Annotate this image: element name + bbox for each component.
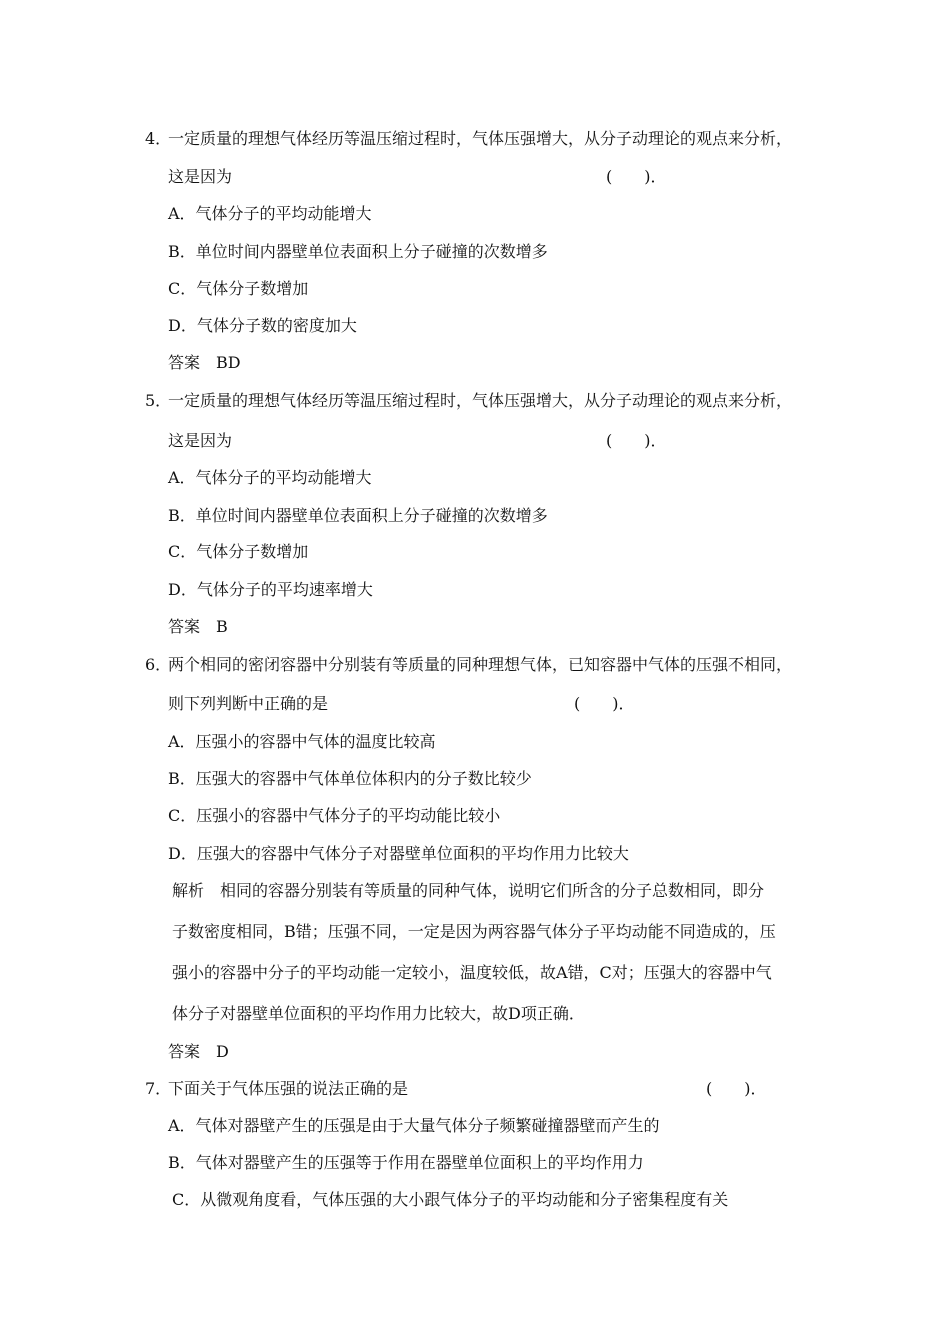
answer: 答案 D bbox=[168, 1042, 229, 1061]
question-number: 4． bbox=[145, 129, 172, 148]
answer-blank: ( )． bbox=[606, 167, 667, 186]
option-c: C．气体分子数增加 bbox=[168, 542, 309, 561]
option-a: A．压强小的容器中气体的温度比较高 bbox=[168, 732, 436, 751]
question-stem: 一定质量的理想气体经历等温压缩过程时，气体压强增大，从分子动理论的观点来分析， bbox=[168, 391, 793, 410]
question-number: 7． bbox=[145, 1079, 172, 1098]
option-a: A．气体分子的平均动能增大 bbox=[168, 204, 372, 223]
answer-blank: ( )． bbox=[706, 1079, 767, 1098]
option-c: C．气体分子数增加 bbox=[168, 279, 309, 298]
option-d: D．气体分子数的密度加大 bbox=[168, 316, 357, 335]
option-c: C．压强小的容器中气体分子的平均动能比较小 bbox=[168, 806, 501, 825]
option-b: B．气体对器壁产生的压强等于作用在器壁单位面积上的平均作用力 bbox=[168, 1153, 644, 1172]
question-stem: 一定质量的理想气体经历等温压缩过程时，气体压强增大，从分子动理论的观点来分析， bbox=[168, 129, 793, 148]
answer: 答案 B bbox=[168, 617, 228, 636]
analysis-line: 子数密度相同，B错；压强不同，一定是因为两容器气体分子平均动能不同造成的，压 bbox=[172, 922, 776, 941]
option-d: D．气体分子的平均速率增大 bbox=[168, 580, 373, 599]
option-a: A．气体分子的平均动能增大 bbox=[168, 468, 372, 487]
option-a: A．气体对器壁产生的压强是由于大量气体分子频繁碰撞器壁而产生的 bbox=[168, 1116, 660, 1135]
option-b: B．压强大的容器中气体单位体积内的分子数比较少 bbox=[168, 769, 532, 788]
option-b: B．单位时间内器壁单位表面积上分子碰撞的次数增多 bbox=[168, 506, 548, 525]
option-c: C．从微观角度看，气体压强的大小跟气体分子的平均动能和分子密集程度有关 bbox=[172, 1190, 729, 1209]
question-stem-cont: 这是因为 bbox=[168, 167, 233, 186]
option-b: B．单位时间内器壁单位表面积上分子碰撞的次数增多 bbox=[168, 242, 548, 261]
question-stem-cont: 这是因为 bbox=[168, 431, 233, 450]
answer-blank: ( )． bbox=[574, 694, 635, 713]
option-d: D．压强大的容器中气体分子对器壁单位面积的平均作用力比较大 bbox=[168, 844, 629, 863]
question-stem: 两个相同的密闭容器中分别装有等质量的同种理想气体，已知容器中气体的压强不相同， bbox=[168, 655, 793, 674]
analysis-line: 体分子对器壁单位面积的平均作用力比较大，故D项正确． bbox=[172, 1004, 585, 1023]
question-number: 5． bbox=[145, 391, 172, 410]
question-number: 6． bbox=[145, 655, 172, 674]
answer-blank: ( )． bbox=[606, 431, 667, 450]
analysis-line: 解析 相同的容器分别装有等质量的同种气体，说明它们所含的分子总数相同，即分 bbox=[172, 881, 765, 900]
question-stem: 下面关于气体压强的说法正确的是 bbox=[168, 1079, 409, 1098]
question-stem-cont: 则下列判断中正确的是 bbox=[168, 694, 329, 713]
answer: 答案 BD bbox=[168, 353, 241, 372]
analysis-line: 强小的容器中分子的平均动能一定较小，温度较低，故A错，C对；压强大的容器中气 bbox=[172, 963, 772, 982]
